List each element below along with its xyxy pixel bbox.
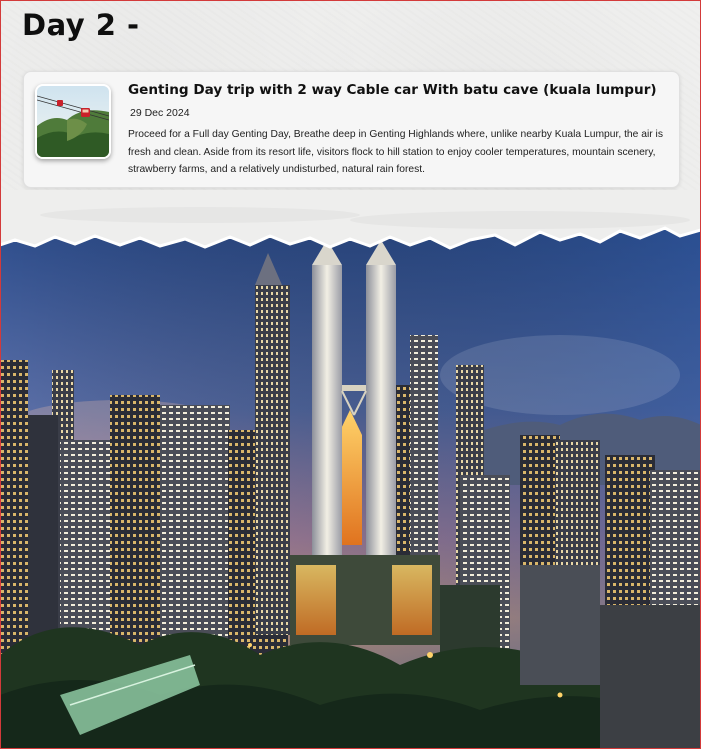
torn-paper-edge bbox=[0, 190, 701, 260]
kuala-lumpur-skyline-banner bbox=[0, 225, 701, 749]
cable-car-photo-icon bbox=[37, 86, 109, 157]
trip-date: 29 Dec 2024 bbox=[130, 107, 190, 119]
trip-card[interactable] bbox=[23, 71, 680, 188]
day-heading: Day 2 - bbox=[22, 8, 140, 42]
cable-car-thumbnail[interactable] bbox=[35, 84, 111, 159]
kuala-lumpur-skyline-photo-icon bbox=[0, 225, 701, 749]
trip-title[interactable]: Genting Day trip with 2 way Cable car With batu cave (kuala lumpur) bbox=[128, 82, 657, 98]
trip-description: Proceed for a Full day Genting Day, Breathe deep in Genting Highlands where, unlike nearby Kuala Lumpur, the air is fresh and clean. Aside from its resort life, visitors flock to hill station to enjoy cooler temperatures, mountain scenery, strawberry farms, and a relatively undisturbed, natural rain forest. bbox=[128, 129, 663, 175]
